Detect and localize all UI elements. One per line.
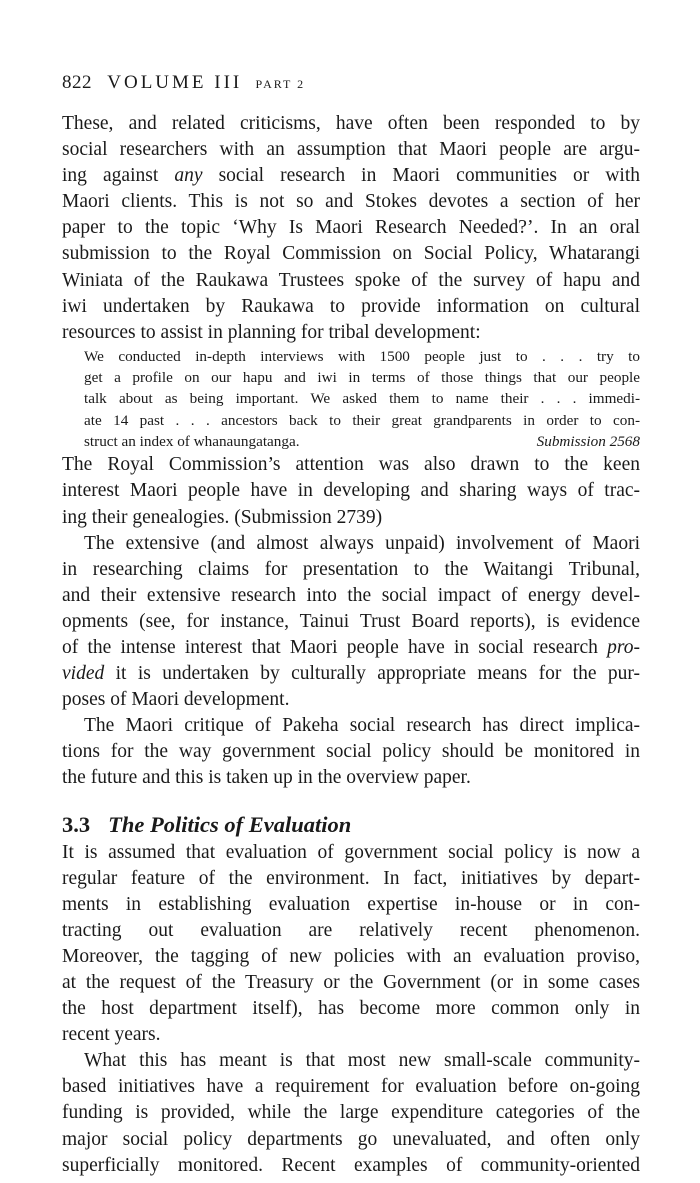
block-quote [84,346,640,452]
quote-source: Submission 2568 [536,433,640,451]
text-line: and their extensive research into the social impact of energy devel- [62,584,640,606]
text-line: in researching claims for presentation to the Waitangi Tribunal, [62,558,640,580]
text-line: The extensive (and almost always unpaid) involvement of Maori [84,532,640,554]
text-line: recent years. [62,1024,161,1046]
text-run: of the intense interest that Maori people have in social research [62,636,608,658]
text-line: The Royal Commission’s attention was also drawn to the keen [62,454,640,476]
text-line: resources to assist in planning for tribal development: [62,321,481,343]
text-line: Moreover, the tagging of new policies with an evaluation proviso, [62,945,640,967]
text-line: What this has meant is that most new small-scale community- [84,1050,640,1072]
text-line: The Maori critique of Pakeha social research has direct implica- [84,715,640,737]
text-line: Winiata of the Raukawa Trustees spoke of the survey of hapu and [62,269,640,291]
text-line: submission to the Royal Commission on Social Policy, Whatarangi [62,243,640,265]
page-number: 822 [62,72,92,93]
text-line: the host department itself), has become more common only in [62,998,640,1020]
volume-label: VOLUME III [107,72,243,93]
section-title: The Politics of Evaluation [108,811,352,837]
emphasis-text: pro- [607,636,640,658]
section-heading [62,810,640,840]
document-page [62,70,640,1179]
quote-line: We conducted in-depth interviews with 1500 people just to . . . try to [84,347,640,365]
text-run: ing against [62,165,175,187]
paragraph-2 [62,452,640,530]
text-line: These, and related criticisms, have often been responded to by [62,113,640,134]
section-number: 3.3 [62,811,91,837]
paragraph-5 [62,840,640,1049]
text-line: tracting out evaluation are relatively recent phenomenon. [62,919,640,941]
quote-line: get a profile on our hapu and iwi in terms of those things that our people [84,369,640,387]
paragraph-6 [62,1048,640,1178]
text-line: regular feature of the environment. In fact, initiatives by depart- [62,867,640,889]
quote-line: talk about as being important. We asked them to name their . . . immedi- [84,390,640,408]
quote-line: ate 14 past . . . ancestors back to their great grandparents in order to con- [84,411,640,429]
text-line: major social policy departments go unevaluated, and often only [62,1128,640,1150]
quote-line [84,431,640,452]
text-line: interest Maori people have in developing and sharing ways of trac- [62,480,640,502]
text-line: paper to the topic ‘Why Is Maori Research Needed?’. In an oral [62,217,640,239]
text-line: ments in establishing evaluation expertise in-house or in con- [62,893,640,915]
paragraph-3 [62,531,640,714]
text-line [62,661,640,687]
text-run: social research in Maori communities or with [202,165,640,187]
text-line: at the request of the Treasury or the Government (or in some cases [62,972,640,994]
text-line [62,635,640,661]
paragraph-1 [62,111,640,346]
text-line: funding is provided, while the large expenditure categories of the [62,1102,640,1124]
text-line: poses of Maori development. [62,689,290,711]
text-run: it is undertaken by culturally appropriate means for the pur- [104,663,640,685]
emphasis-text: vided [62,663,105,685]
text-line: iwi undertaken by Raukawa to provide information on cultural [62,295,640,317]
part-label: PART 2 [255,77,306,91]
emphasis-text: any [174,165,203,187]
text-line: the future and this is taken up in the overview paper. [62,767,471,789]
text-line: based initiatives have a requirement for evaluation before on-going [62,1076,640,1098]
text-line: tions for the way government social policy should be monitored in [62,741,640,763]
paragraph-4 [62,713,640,791]
text-line: It is assumed that evaluation of government social policy is now a [62,841,640,863]
running-header [62,70,640,97]
text-line: Maori clients. This is not so and Stokes devotes a section of her [62,191,640,213]
text-line: superficially monitored. Recent examples of community-oriented [62,1154,640,1176]
text-line: social researchers with an assumption that Maori people are argu- [62,139,640,161]
text-line: ing their genealogies. (Submission 2739) [62,506,383,528]
text-line [62,163,640,189]
text-line: opments (see, for instance, Tainui Trust Board reports), is evidence [62,610,640,632]
quote-text: struct an index of whanaungatanga. [84,433,300,451]
